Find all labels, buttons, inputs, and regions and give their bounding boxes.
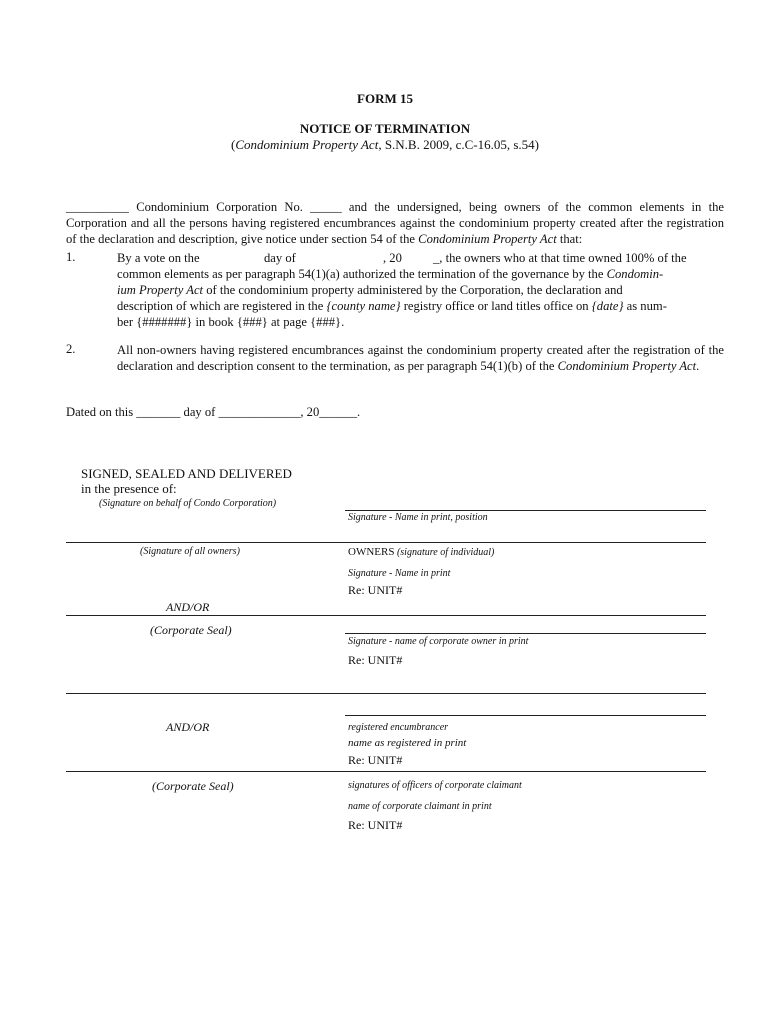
owners-label: OWNERS (signature of individual): [348, 546, 495, 558]
signature-line: [66, 771, 706, 772]
all-owners-label: (Signature of all owners): [140, 546, 240, 557]
item-2-text: All non-owners having registered encumbrances against the condominium property created after the registration of the declaration and description consent to the termination, as per paragraph 54(1)(b) of the Condominium Property Act.: [117, 343, 724, 373]
registered-encumbrancer-label: registered encumbrancer: [348, 722, 449, 733]
signature-line: [345, 510, 706, 511]
officers-signature-label: signatures of officers of corporate claimant: [348, 780, 522, 791]
re-unit-3: Re: UNIT#: [348, 753, 403, 767]
corporate-seal-2: (Corporate Seal): [152, 779, 234, 793]
re-unit-4: Re: UNIT#: [348, 818, 403, 832]
intro-paragraph: __________ Condominium Corporation No. _____ and the undersigned, being owners of the common elements in the Corporation and all the persons having registered encumbrances against the condominium property created after the registration of the declaration and description, give notice under section 54 of the Condominium Property Act that:: [66, 200, 724, 246]
dated-line: Dated on this _______ day of _____________, 20______.: [66, 405, 361, 419]
item-1-number: 1.: [66, 250, 76, 264]
corp-claimant-name-label: name of corporate claimant in print: [348, 801, 492, 812]
sig-name-print-label: Signature - Name in print: [348, 568, 451, 579]
and-or-2: AND/OR: [166, 720, 210, 734]
form-title: FORM 15: [357, 91, 413, 106]
signed-heading: SIGNED, SEALED AND DELIVERED: [81, 466, 292, 481]
item-2-number: 2.: [66, 342, 76, 356]
re-unit-1: Re: UNIT#: [348, 583, 403, 597]
signature-line: [66, 542, 706, 543]
sig-name-position-label: Signature - Name in print, position: [348, 512, 488, 523]
act-name: Condominium Property Act: [235, 137, 379, 152]
and-or-1: AND/OR: [166, 600, 210, 614]
name-as-registered-label: name as registered in print: [348, 737, 467, 749]
re-unit-2: Re: UNIT#: [348, 653, 403, 667]
signature-line: [345, 715, 706, 716]
condo-signature-label: (Signature on behalf of Condo Corporation): [99, 498, 277, 509]
sig-corp-owner-label: Signature - name of corporate owner in print: [348, 636, 529, 647]
signature-line: [345, 633, 706, 634]
signature-line: [66, 615, 706, 616]
act-reference: (Condominium Property Act, S.N.B. 2009, c.C-16.05, s.54): [230, 137, 540, 152]
presence-of: in the presence of:: [81, 481, 177, 496]
signature-line: [66, 693, 706, 694]
notice-title: NOTICE OF TERMINATION: [299, 121, 471, 136]
corporate-seal-1: (Corporate Seal): [150, 623, 232, 637]
item-1-text: By a vote on the day of , 20 _, the owners who at that time owned 100% of the common elements as per paragraph 54(1)(a) authorized the termination of the governance by the Condomin- ium Property Act of the condominium property administered by the Corporation, the declaration and description of which are registered in the {county name} registry office or land titles office on {date} as num- ber {#######} in book {###} at page {###}.: [117, 251, 687, 329]
